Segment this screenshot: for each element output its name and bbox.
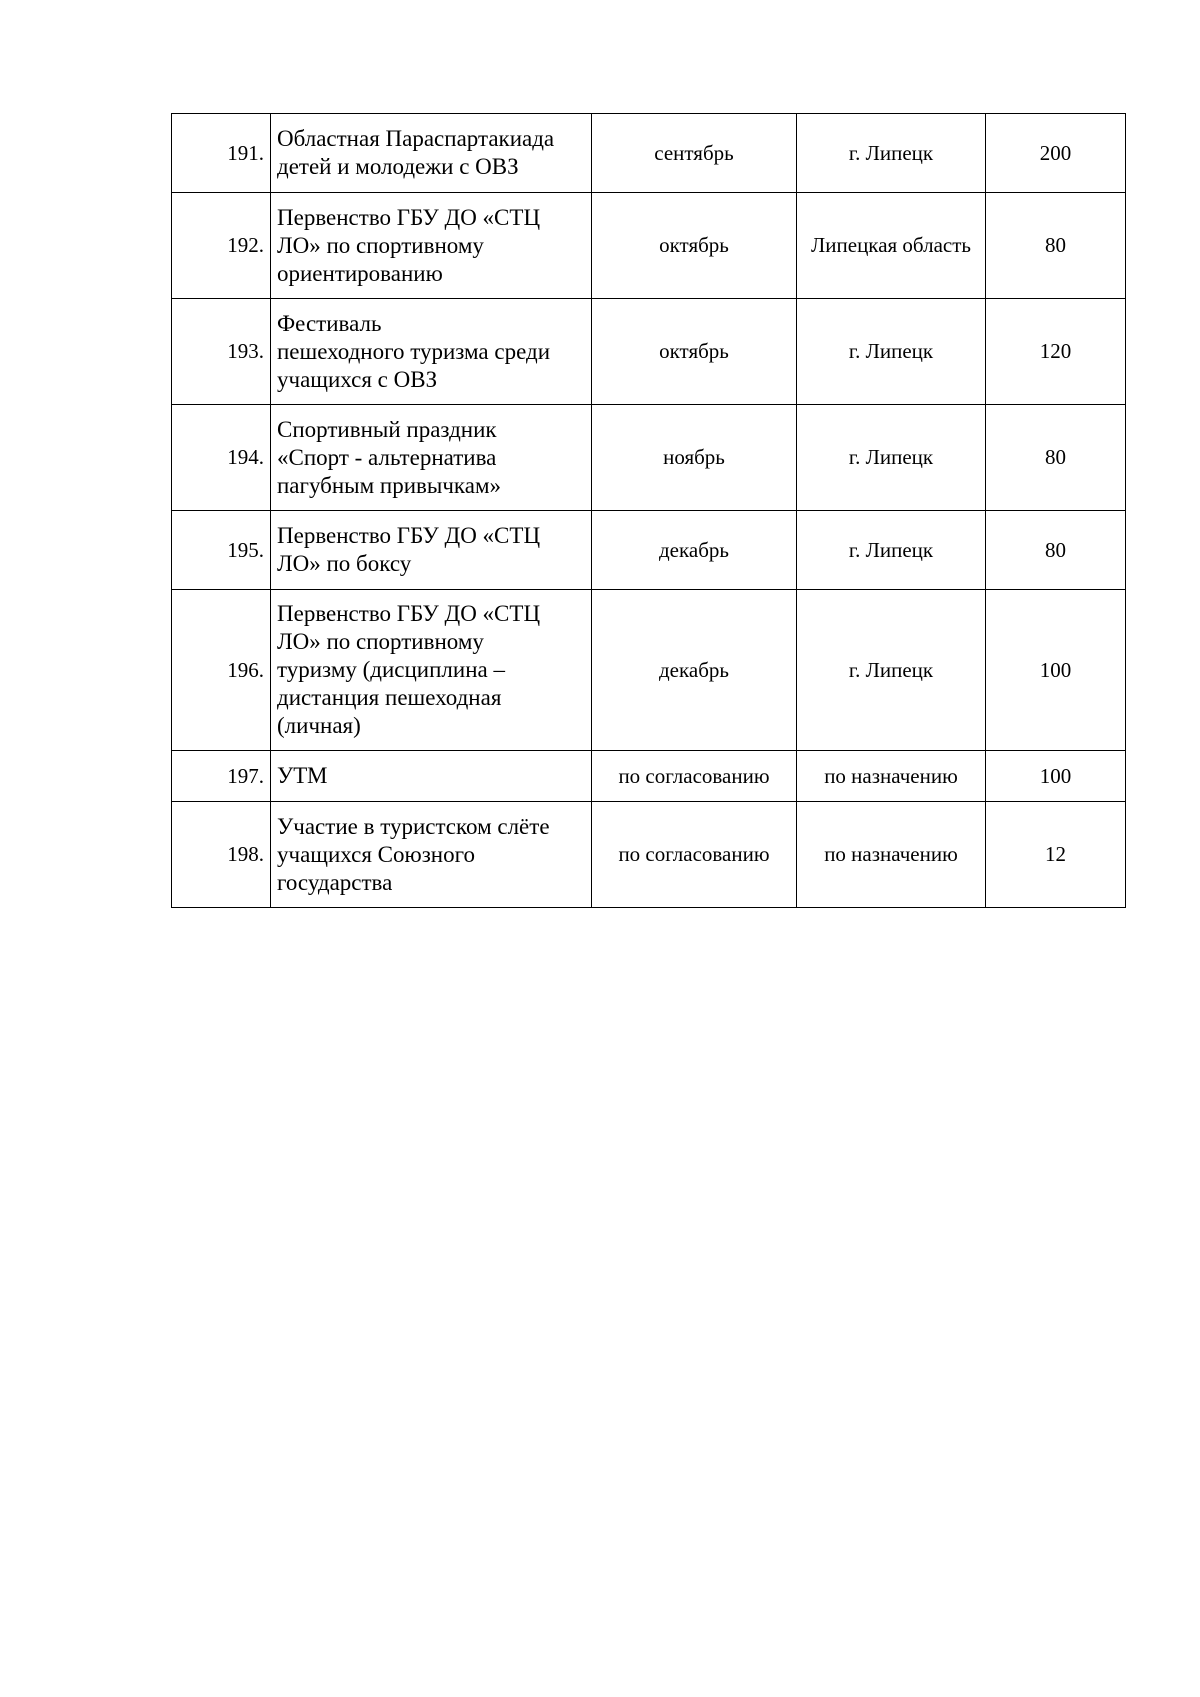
row-number: 194. bbox=[172, 405, 271, 511]
row-number: 196. bbox=[172, 590, 271, 751]
event-name: Участие в туристском слёте учащихся Союзного государства bbox=[271, 802, 592, 908]
event-month: по согласованию bbox=[592, 802, 797, 908]
event-place: г. Липецк bbox=[797, 405, 986, 511]
event-place: г. Липецк bbox=[797, 299, 986, 405]
table-row bbox=[172, 802, 1126, 908]
event-name: Первенство ГБУ ДО «СТЦ ЛО» по боксу bbox=[271, 511, 592, 590]
table-row bbox=[172, 193, 1126, 299]
participant-count: 80 bbox=[986, 405, 1126, 511]
table-row bbox=[172, 299, 1126, 405]
row-number: 197. bbox=[172, 751, 271, 802]
participant-count: 12 bbox=[986, 802, 1126, 908]
event-place: г. Липецк bbox=[797, 590, 986, 751]
table-row bbox=[172, 114, 1126, 193]
row-number: 192. bbox=[172, 193, 271, 299]
table-row bbox=[172, 405, 1126, 511]
event-month: декабрь bbox=[592, 511, 797, 590]
row-number: 191. bbox=[172, 114, 271, 193]
participant-count: 100 bbox=[986, 751, 1126, 802]
event-month: по согласованию bbox=[592, 751, 797, 802]
event-month: декабрь bbox=[592, 590, 797, 751]
event-month: ноябрь bbox=[592, 405, 797, 511]
table-row bbox=[172, 511, 1126, 590]
participant-count: 120 bbox=[986, 299, 1126, 405]
event-name: Первенство ГБУ ДО «СТЦ ЛО» по спортивному туризму (дисциплина – дистанция пешеходная (личная) bbox=[271, 590, 592, 751]
event-place: Липецкая область bbox=[797, 193, 986, 299]
event-place: по назначению bbox=[797, 751, 986, 802]
row-number: 193. bbox=[172, 299, 271, 405]
event-month: октябрь bbox=[592, 299, 797, 405]
table-row bbox=[172, 751, 1126, 802]
event-name: Областная Параспартакиада детей и молодежи с ОВЗ bbox=[271, 114, 592, 193]
event-place: г. Липецк bbox=[797, 511, 986, 590]
participant-count: 100 bbox=[986, 590, 1126, 751]
row-number: 198. bbox=[172, 802, 271, 908]
event-name: УТМ bbox=[271, 751, 592, 802]
events-table bbox=[171, 113, 1126, 908]
event-place: по назначению bbox=[797, 802, 986, 908]
table-row bbox=[172, 590, 1126, 751]
event-place: г. Липецк bbox=[797, 114, 986, 193]
event-month: сентябрь bbox=[592, 114, 797, 193]
row-number: 195. bbox=[172, 511, 271, 590]
event-name: Первенство ГБУ ДО «СТЦ ЛО» по спортивному ориентированию bbox=[271, 193, 592, 299]
participant-count: 200 bbox=[986, 114, 1126, 193]
participant-count: 80 bbox=[986, 193, 1126, 299]
event-name: Фестиваль пешеходного туризма среди учащихся с ОВЗ bbox=[271, 299, 592, 405]
event-month: октябрь bbox=[592, 193, 797, 299]
event-name: Спортивный праздник «Спорт - альтернатива пагубным привычкам» bbox=[271, 405, 592, 511]
participant-count: 80 bbox=[986, 511, 1126, 590]
